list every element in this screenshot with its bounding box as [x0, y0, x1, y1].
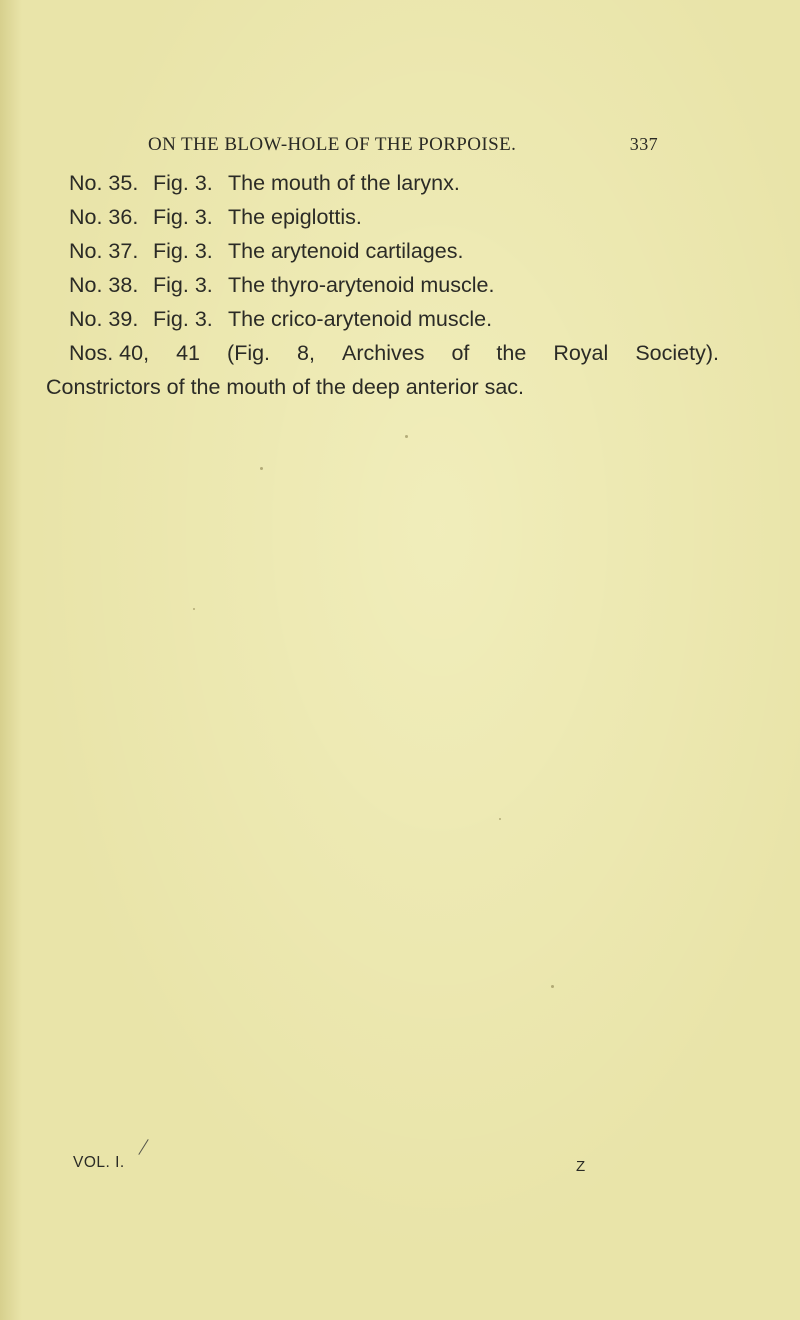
nos-word: the: [496, 341, 527, 365]
item-description: The arytenoid cartilages.: [228, 239, 464, 263]
nos-word: Archives: [342, 341, 425, 365]
nos-entry-caption: Constrictors of the mouth of the deep anterior sac.: [46, 375, 525, 399]
item-description: The epiglottis.: [228, 205, 362, 229]
paper-speck: [260, 467, 263, 470]
paper-speck: [551, 985, 554, 988]
nos-word: Nos. 40,: [69, 341, 150, 365]
page-footer: [0, 1150, 800, 1180]
item-description: The thyro-arytenoid muscle.: [228, 273, 495, 297]
nos-word: Society).: [635, 341, 719, 365]
page-number: 337: [629, 134, 658, 154]
nos-word: of: [451, 341, 470, 365]
nos-entry-line: [69, 336, 719, 370]
item-number: No. 38.: [69, 273, 139, 297]
figure-ref: Fig. 3.: [153, 205, 213, 229]
volume-label: VOL. I.: [73, 1154, 125, 1171]
item-description: The crico-arytenoid muscle.: [228, 307, 493, 331]
list-item: [69, 302, 492, 336]
nos-word: Royal: [553, 341, 609, 365]
nos-word: 41: [176, 341, 201, 365]
figure-ref: Fig. 3.: [153, 171, 213, 195]
item-description: The mouth of the larynx.: [228, 171, 460, 195]
item-number: No. 35.: [69, 171, 139, 195]
paper-speck: [499, 818, 501, 820]
running-header: [148, 134, 658, 160]
list-item: [69, 234, 463, 268]
paper-speck: [405, 435, 408, 438]
list-item: [69, 166, 460, 200]
list-item: [69, 268, 494, 302]
figure-ref: Fig. 3.: [153, 307, 213, 331]
pencil-mark: [138, 1139, 148, 1155]
item-number: No. 36.: [69, 205, 139, 229]
figure-ref: Fig. 3.: [153, 239, 213, 263]
figure-ref: Fig. 3.: [153, 273, 213, 297]
running-title: ON THE BLOW-HOLE OF THE PORPOISE.: [148, 134, 517, 155]
nos-word: 8,: [297, 341, 315, 365]
nos-word: (Fig.: [227, 341, 271, 365]
item-number: No. 39.: [69, 307, 139, 331]
item-number: No. 37.: [69, 239, 139, 263]
signature-mark: Z: [576, 1158, 586, 1175]
paper-speck: [193, 608, 195, 610]
list-item: [69, 200, 362, 234]
